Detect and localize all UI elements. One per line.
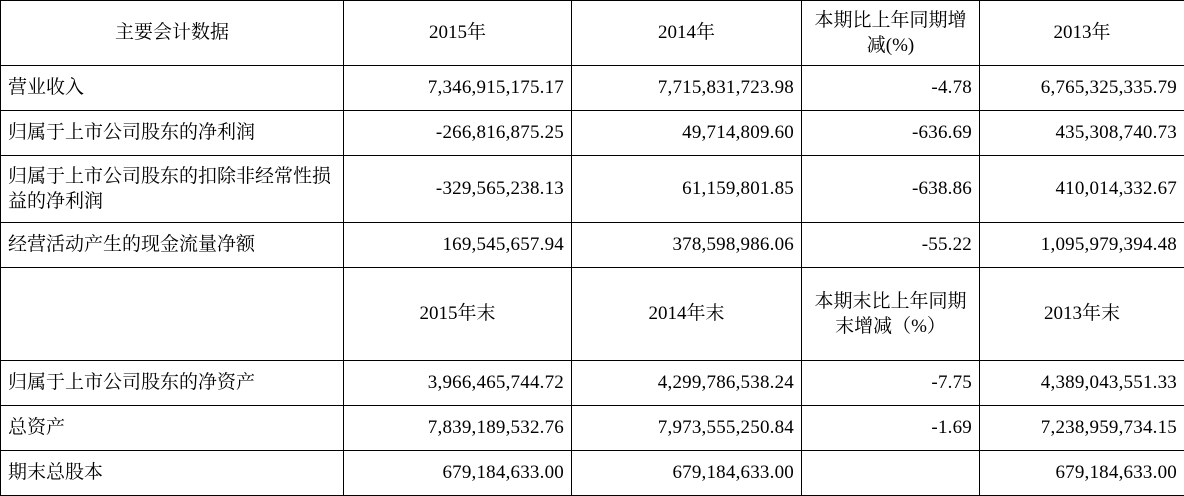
cell-2013: 435,308,740.73 (980, 111, 1184, 156)
subheader-cell-2015-end: 2015年末 (344, 268, 572, 361)
cell-2014: 7,715,831,723.98 (572, 66, 802, 111)
header-cell-2014: 2014年 (572, 1, 802, 66)
cell-2013: 6,765,325,335.79 (980, 66, 1184, 111)
cell-2014: 378,598,986.06 (572, 223, 802, 268)
header-cell-change: 本期比上年同期增减(%) (802, 1, 980, 66)
cell-2013: 7,238,959,734.15 (980, 406, 1184, 451)
table-row (1, 66, 1184, 111)
row-label: 总资产 (1, 406, 344, 451)
cell-2014: 679,184,633.00 (572, 451, 802, 496)
row-label: 归属于上市公司股东的扣除非经常性损益的净利润 (1, 156, 344, 223)
cell-2014: 4,299,786,538.24 (572, 361, 802, 406)
cell-change (802, 451, 980, 496)
cell-2015: -266,816,875.25 (344, 111, 572, 156)
row-label: 归属于上市公司股东的净利润 (1, 111, 344, 156)
header-cell-2013: 2013年 (980, 1, 1184, 66)
cell-change: -55.22 (802, 223, 980, 268)
table-row (1, 156, 1184, 223)
header-cell-2015: 2015年 (344, 1, 572, 66)
table-row (1, 451, 1184, 496)
row-label: 归属于上市公司股东的净资产 (1, 361, 344, 406)
subheader-cell-blank (1, 268, 344, 361)
cell-2015: 169,545,657.94 (344, 223, 572, 268)
cell-change: -4.78 (802, 66, 980, 111)
table-row (1, 223, 1184, 268)
cell-2015: 7,839,189,532.76 (344, 406, 572, 451)
cell-2015: -329,565,238.13 (344, 156, 572, 223)
row-label: 营业收入 (1, 66, 344, 111)
table-row (1, 111, 1184, 156)
table-row (1, 406, 1184, 451)
cell-2014: 61,159,801.85 (572, 156, 802, 223)
cell-2013: 1,095,979,394.48 (980, 223, 1184, 268)
cell-2015: 3,966,465,744.72 (344, 361, 572, 406)
subheader-cell-2014-end: 2014年末 (572, 268, 802, 361)
cell-2015: 679,184,633.00 (344, 451, 572, 496)
table-header-row (1, 1, 1184, 66)
table-row (1, 361, 1184, 406)
cell-2013: 679,184,633.00 (980, 451, 1184, 496)
table-subheader-row (1, 268, 1184, 361)
cell-2015: 7,346,915,175.17 (344, 66, 572, 111)
row-label: 经营活动产生的现金流量净额 (1, 223, 344, 268)
cell-change: -636.69 (802, 111, 980, 156)
cell-2014: 49,714,809.60 (572, 111, 802, 156)
cell-change: -1.69 (802, 406, 980, 451)
cell-change: -7.75 (802, 361, 980, 406)
subheader-cell-change: 本期末比上年同期末增减（%） (802, 268, 980, 361)
header-cell-metric: 主要会计数据 (1, 1, 344, 66)
cell-2014: 7,973,555,250.84 (572, 406, 802, 451)
subheader-cell-2013-end: 2013年末 (980, 268, 1184, 361)
cell-change: -638.86 (802, 156, 980, 223)
row-label: 期末总股本 (1, 451, 344, 496)
cell-2013: 4,389,043,551.33 (980, 361, 1184, 406)
cell-2013: 410,014,332.67 (980, 156, 1184, 223)
